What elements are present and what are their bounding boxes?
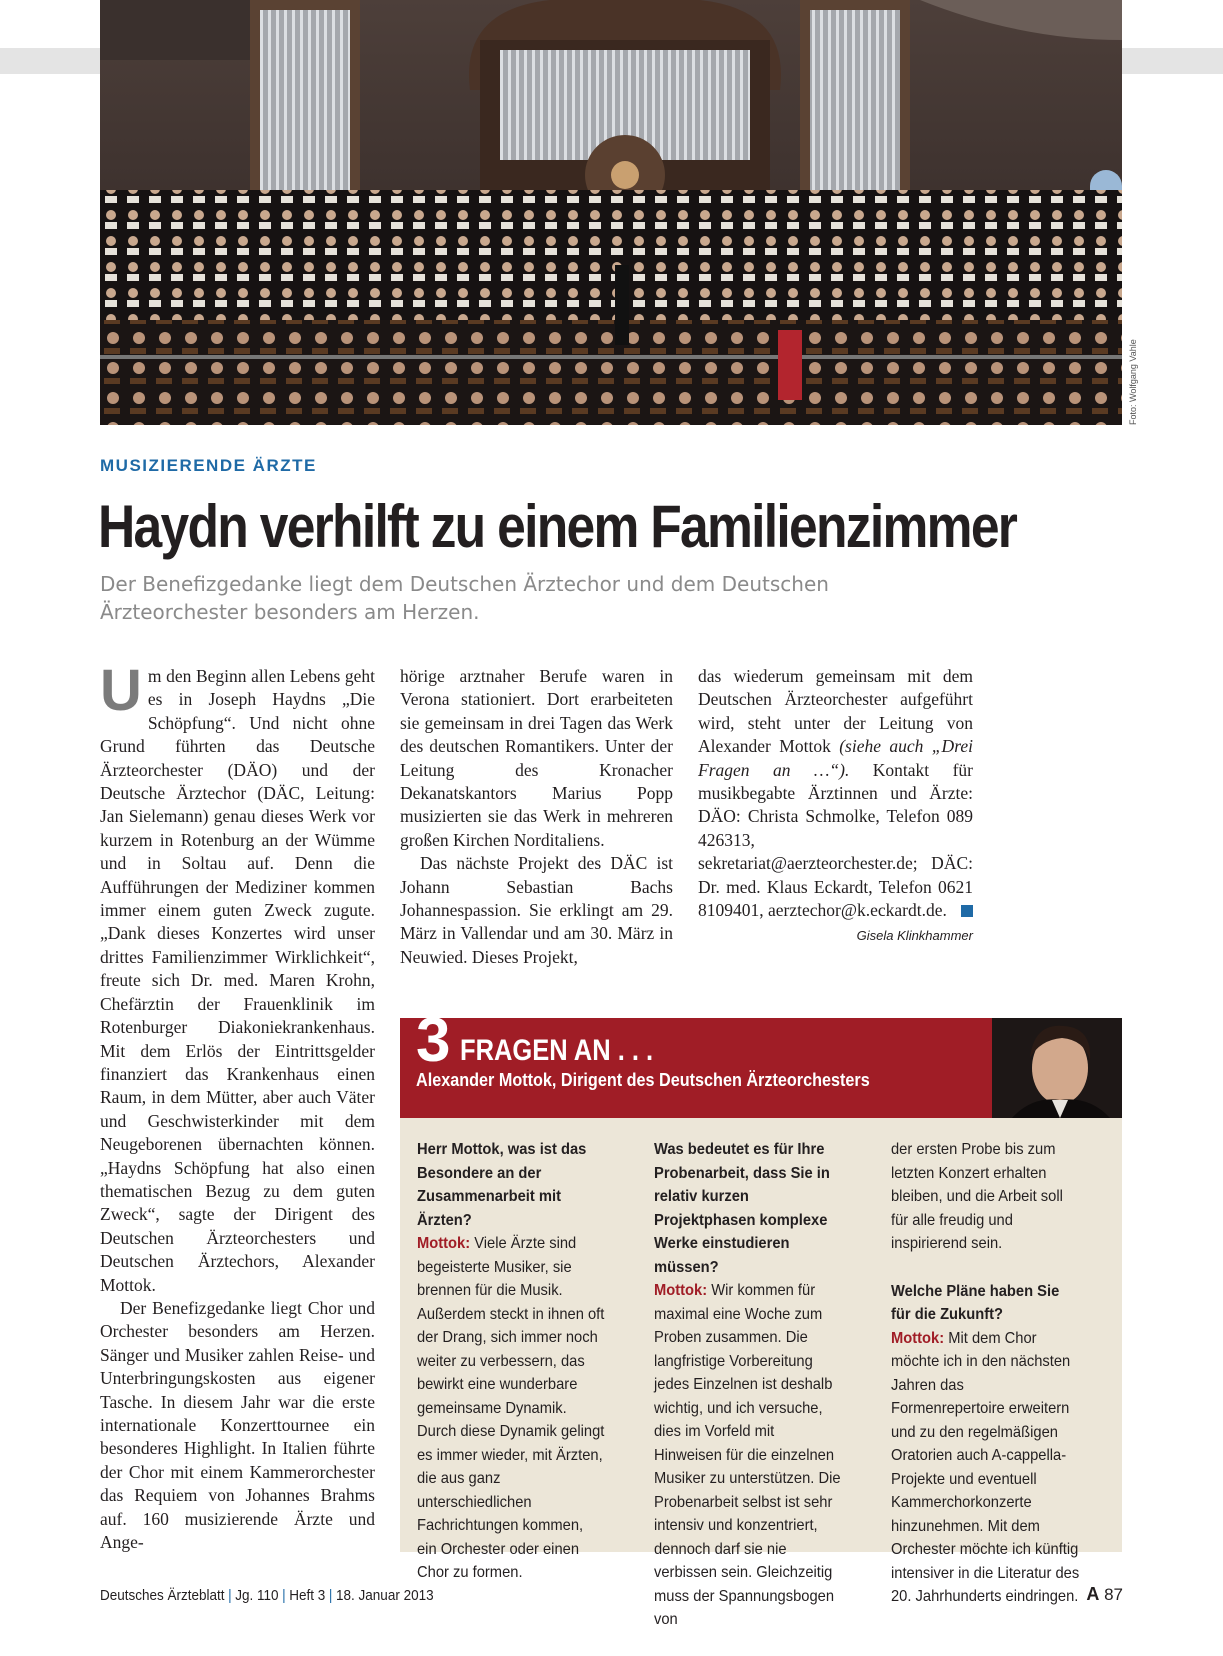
- page-footer: Deutsches Ärzteblatt | Jg. 110 | Heft 3 | 18. Januar 2013: [100, 1587, 434, 1604]
- qa-block: [654, 1138, 844, 1632]
- paragraph: das wiederum gemeinsam mit dem Deutschen Ärzteorchester aufgeführt wird, steht unter der Leitung von Alexander Mottok (siehe auch „Drei Fragen an …“). Kontakt für musikbegabte Ärztinnen und Ärzte: DÄO: Christa Schmolke, Telefon 089 426313, sekretariat@aerzteorchester.de; DÄC: Dr. med. Klaus Eckardt, Telefon 0621 8109401, aerztechor@k.eckardt.de.: [698, 666, 973, 921]
- question: Was bedeutet es für Ihre Probenarbeit, dass Sie in relativ kurzen Projektphasen komplexe Werke einstudieren müssen?: [654, 1141, 830, 1276]
- author-byline: Gisela Klinkhammer: [856, 928, 973, 944]
- answer: Viele Ärzte sind begeisterte Musiker, sie brennen für die Musik. Außerdem steckt in ihnen oft der Drang, sich immer noch weiter zu verbessern, das bewirkt eine wunderbare gemeinsame Dynamik. Durch diese Dynamik gelingt es immer wieder, mit Ärzten, die aus ganz unterschiedlichen Fachrichtungen kommen, ein Orchester oder einen Chor zu formen.: [417, 1235, 605, 1581]
- page-number: A 87: [1086, 1584, 1123, 1604]
- journal-issue: Heft 3: [289, 1587, 326, 1604]
- question: Herr Mottok, was ist das Besondere an der Zusammenarbeit mit Ärzten?: [417, 1141, 587, 1229]
- concert-photo: [100, 0, 1122, 425]
- article-column-2: [400, 665, 673, 969]
- answer-continued: der ersten Probe bis zum letzten Konzert erhalten bleiben, und die Arbeit soll für alle freudig und inspirierend sein.: [891, 1141, 1063, 1252]
- paragraph: Das nächste Projekt des DÄC ist Johann Sebastian Bachs Johannespassion. Sie erklingt am 29. März in Vallendar und am 30. März in Neuwied. Dieses Projekt,: [400, 853, 673, 967]
- qa-block: [891, 1280, 1081, 1609]
- interview-column-2: [654, 1138, 844, 1656]
- article-column-1: [100, 658, 375, 1554]
- issue-date: 18. Januar 2013: [336, 1587, 434, 1604]
- paragraph: Der Benefizgedanke liegt Chor und Orchester besonders am Herzen. Sänger und Musiker zahlen Reise- und Unterbringungskosten aus eigener Tasche. In diesem Jahr war die erste internationale Konzerttournee ein besonderes Highlight. In Italien führte der Chor mit einem Kammerorchester das Requiem von Johannes Brahms auf. 160 musizierende Ärzte und Ange-: [100, 1297, 375, 1553]
- paragraph: Um den Beginn allen Lebens geht es in Joseph Haydns „Die Schöpfung“. Und nicht ohne Grund führten das Deutsche Ärzteorchester (DÄO) und der Deutsche Ärztechor (DÄC, Leitung: Jan Sielemann) genau dieses Werk vor kurzem in Rotenburg an der Wümme und in Soltau auf. Denn die Aufführungen der Mediziner kommen immer einem guten Zweck zugute. „Dank dieses Konzertes wird unser drittes Familienzimmer Wirklichkeit“, freute sich Dr. med. Maren Krohn, Chefärztin der Frauenklinik im Rotenburger Diakoniekrankenhaus. Mit dem Erlös der Eintrittsgelder finanziert das Krankenhaus einen Raum, in dem Mütter, aber auch Väter und Geschwisterkinder mit dem Neugeborenen übernachten können. „Haydns Schöpfung hat also einen thematischen Bezug zu dem guten Zweck“, sagte der Dirigent des Deutschen Ärzteorchesters und Deutschen Ärztechors, Alexander Mottok.: [100, 658, 375, 1295]
- portrait-photo: [992, 1018, 1122, 1118]
- interview-column-1: [417, 1138, 607, 1609]
- article-headline: Haydn verhilft zu einem Familienzimmer: [98, 493, 1017, 560]
- interview-box-header: [400, 1006, 992, 1118]
- article-column-3: [698, 665, 973, 948]
- answer: Wir kommen für maximal eine Woche zum Proben zusammen. Die langfristige Vorbereitung jedes Einzelnen ist deshalb wichtig, und ich versuche, dies im Vorfeld mit Hinweisen für die einzelnen Musiker zu unterstützen. Die Probenarbeit selbst ist sehr intensiv und konzentriert, dennoch darf sie nie verbissen sein. Gleichzeitig muss der Spannungsbogen von: [654, 1282, 841, 1628]
- end-mark-icon: [961, 905, 973, 917]
- answer: Mit dem Chor möchte ich in den nächsten Jahren das Formenrepertoire erweitern und zu den regelmäßigen Oratorien auch A-cappella-Projekte und eventuell Kammerchorkonzerte hinzunehmen. Mit dem Orchester möchte ich künftig intensiver in die Literatur des 20. Jahrhunderts eindringen.: [891, 1329, 1080, 1605]
- qa-block: [417, 1138, 607, 1585]
- speaker-label: Mottok:: [654, 1282, 708, 1299]
- paragraph: hörige arztnaher Berufe waren in Verona stationiert. Dort erarbeiteten sie gemeinsam in drei Tagen das Werk des deutschen Romantikers. Unter der Leitung des Kronacher Dekanatskantors Marius Popp musizierten sie das Werk in mehreren großen Kirchen Norditaliens.: [400, 666, 673, 850]
- photo-credit: Foto: Wolfgang Vahle: [1128, 339, 1138, 425]
- article-deck: Der Benefizgedanke liegt dem Deutschen Ärztechor und dem Deutschen Ärzteorchester besonders am Herzen.: [100, 572, 829, 624]
- journal-volume: Jg. 110: [235, 1587, 279, 1604]
- interview-number: 3: [416, 1006, 451, 1075]
- article-kicker: MUSIZIERENDE ÄRZTE: [100, 456, 317, 475]
- interview-subtitle: Alexander Mottok, Dirigent des Deutschen Ärzteorchesters: [416, 1070, 870, 1090]
- journal-name: Deutsches Ärzteblatt: [100, 1587, 225, 1604]
- speaker-label: Mottok:: [891, 1329, 945, 1347]
- interview-column-3: [891, 1138, 1081, 1633]
- interview-title: FRAGEN AN . . .: [460, 1034, 654, 1067]
- drop-cap: U: [100, 658, 142, 723]
- speaker-label: Mottok:: [417, 1235, 471, 1252]
- question: Welche Pläne haben Sie für die Zukunft?: [891, 1282, 1060, 1323]
